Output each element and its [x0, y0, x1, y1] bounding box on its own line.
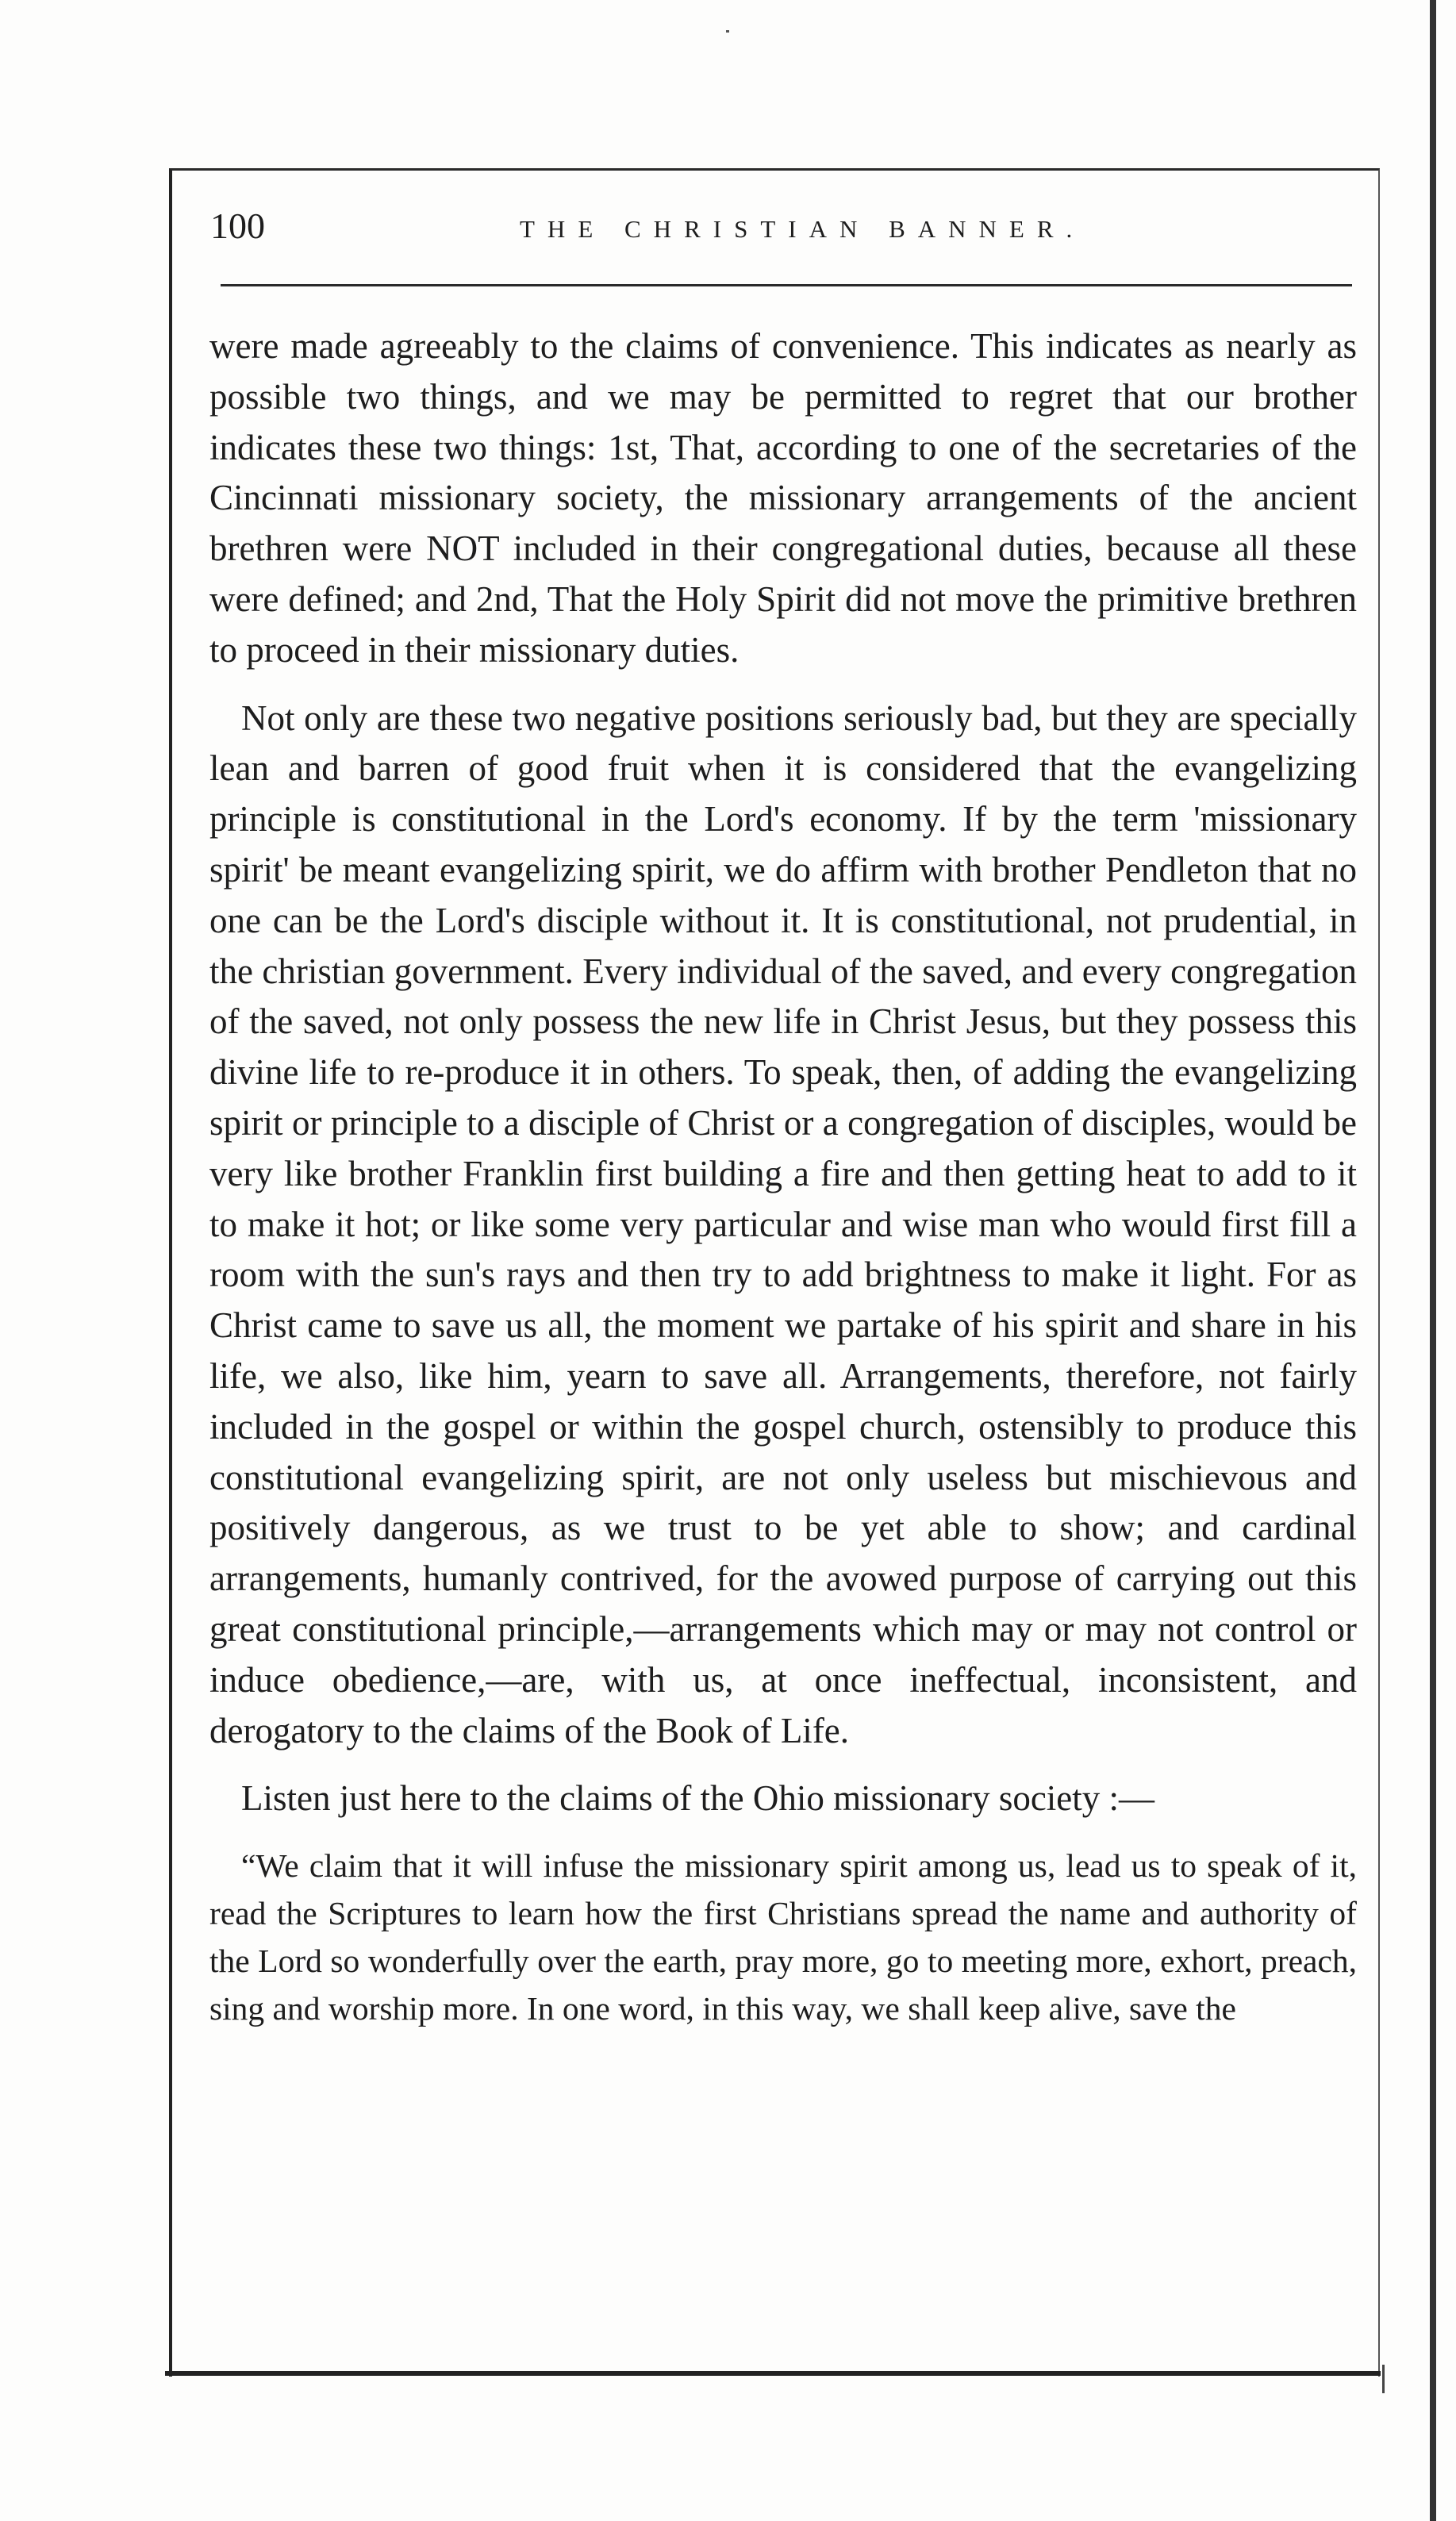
print-speck — [726, 30, 729, 33]
paragraph-continued: were made agreeably to the claims of convenience. This indicates as nearly as possible two things, and we may be permitted to regret that our brother indicates these two things: 1st, That, according to one of the secretaries of the Cincinnati missionary society, the missionary arrangements of the ancient brethren were NOT included in their congregational duties, because all these were defined; and 2nd, That the Holy Spirit did not move the primitive brethren to proceed in their missionary duties. — [209, 326, 1357, 670]
paragraph-ohio-claims-intro: Listen just here to the claims of the Ohio missionary society :— — [241, 1778, 1155, 1819]
body-text — [209, 321, 1357, 2032]
quoted-claims: “We claim that it will infuse the missionary spirit among us, lead us to speak of it, read the Scriptures to learn how the first Christians spread the name and authority of the Lord so wonderfully over the earth, pray more, go to meeting more, exhort, preach, sing and worship more. In one word, in this way, we shall keep alive, save the — [209, 1847, 1357, 2027]
page-number: 100 — [210, 206, 265, 246]
page-border-corner — [1382, 2365, 1385, 2393]
header-rule — [221, 284, 1352, 286]
scan-edge-shadow — [1430, 0, 1436, 2521]
paragraph-evangelizing-principle: Not only are these two negative positions seriously bad, but they are specially lean and barren of good fruit when it is considered that the evangelizing principle is constitutional in the Lord's economy. If by the term 'missionary spirit' be meant evangelizing spirit, we do affirm with brother Pendleton that no one can be the Lord's disciple without it. It is constitutional, not prudential, in the christian government. Every individual of the saved, and every congregation of the saved, not only possess the new life in Christ Jesus, but they possess this divine life to re-produce it in others. To speak, then, of adding the evangelizing spirit or principle to a disciple of Christ or a congregation of disciples, would be very like brother Franklin first building a fire and then getting heat to add to it to make it hot; or like some very particular and wise man who would first fill a room with the sun's rays and then try to add brightness to make it light. For as Christ came to save us all, the moment we partake of his spirit and share in his life, we also, like him, yearn to save all. Arrangements, therefore, not fairly included in the gospel or within the gospel church, ostensibly to produce this constitutional evangelizing spirit, are not only useless but mischievous and positively dangerous, as we trust to be yet able to show; and cardinal arrangements, humanly contrived, for the avowed purpose of carrying out this great constitutional principle,—arrangements which may or may not control or induce obedience,—are, with us, at once ineffectual, inconsistent, and derogatory to the claims of the Book of Life. — [209, 698, 1357, 1750]
running-head — [210, 202, 1353, 258]
page-bottom-rule — [165, 2371, 1381, 2376]
journal-title: THE CHRISTIAN BANNER. — [520, 215, 1085, 243]
